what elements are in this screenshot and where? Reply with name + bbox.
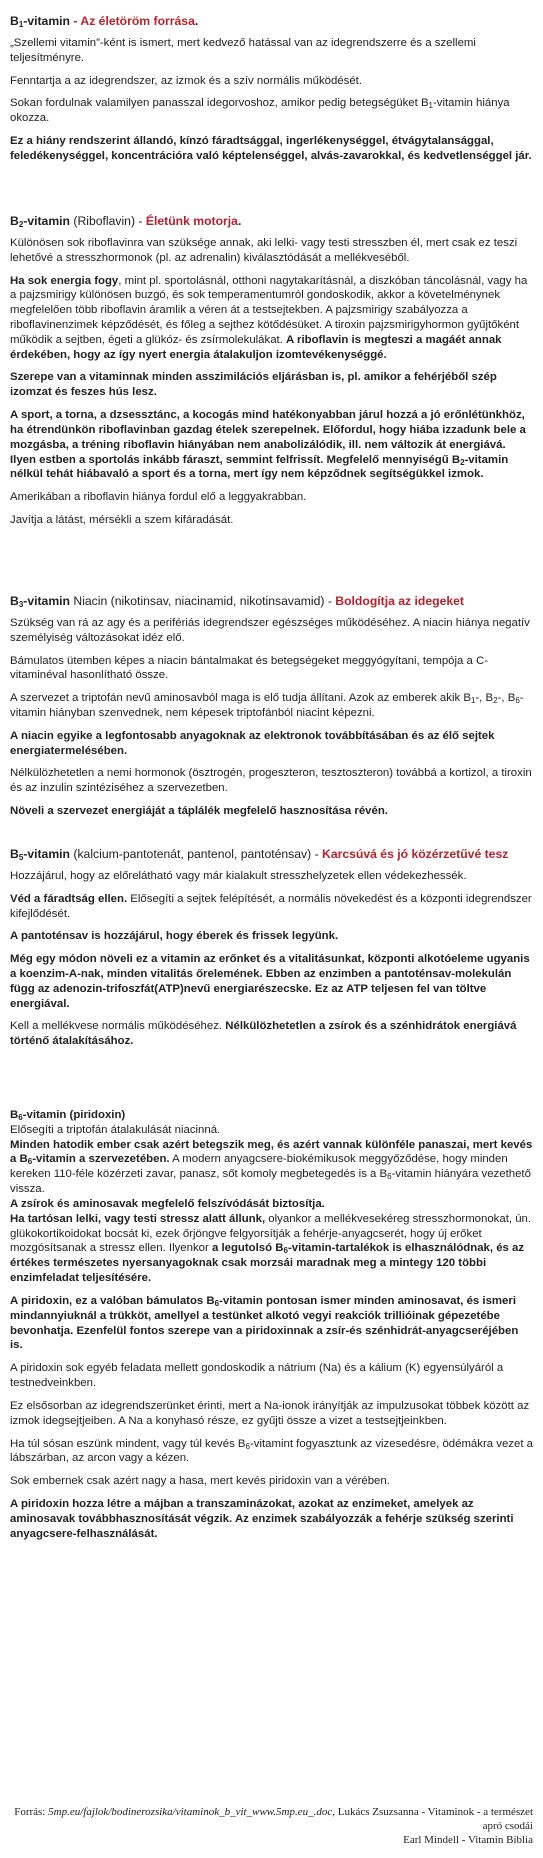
b1-paragraph-3: Sokan fordulnak valamilyen panasszal idegorvoshoz, amikor pedig betegségüket $B_1$-vitamin hiánya okozza. [10,97,510,125]
b6-heading: $B_6$-vitamin (piridoxin) [10,1109,126,1122]
b2-paragraph-4: A sport, a torna, a dzsessztánc, a kocogás mind hatékonyabban járul hozzá a jó erőnlétünkhöz, ha étrendünkön riboflavinban gazdag ételek szerepelnek. Előfordul, hogy hiába izzadunk bele a mozgásba, a tréning riboflavin hiányában nem anabolizálódik, ill. nem változik át energiává. Ilyen estben a sportolás inkább fáraszt, semmint felfrissít. Megfelelő mennyiségű $B_2$-vitamin nélkül tehát hiábavaló a sport és a torna, mert így nem képződnek segítségükkel izmok. [10,409,526,481]
b6-line-2: Minden hatodik ember csak azért betegszik meg, és azért vannak különféle panaszai, mert kevés a $B_6$-vitamin a szervezetében. A modern anyagcsere-biokémikusok meggyőződése, hogy minden kereken 110-féle közérzeti zavar, panasz, sőt komoly megbetegedés is a $B_6$-vitamin hiányára vezethető vissza. [10,1138,533,1196]
b6-line-4: Ha tartósan lelki, vagy testi stressz alatt állunk, olyankor a mellékvesekéreg stresszhormonokat, ún. glükokortikoidokat bocsát ki, ezek őrjöngve felgyorsítják a fehérje-anyagcserét, hogy új erőket mozgósítsanak a stressz ellen. Ilyenkor a legutolsó $B_6-vitamin$-tartalékok is elhasználódnak, és az értékes természetes nyersanyagoknak csak morzsái maradnak meg a mintegy 120 többi enzimfeladat teljesítésére. [10,1212,532,1285]
b1-paragraph-2: Fenntartja a az idegrendszer, az izmok és a szív normális működését. [10,74,363,87]
section-b1 [10,14,533,172]
b6-paragraph-10: A piridoxin hozza létre a májban a transzaminázokat, azokat az enzimeket, amelyek az aminosavak továbbhasznosítását végzik. Az enzimek szabályozzák a fehérje szükség szerinti anyagcsere-felhasználását. [10,1498,514,1540]
b2-heading: $B_2$-vitamin (Riboflavin) - Életünk motorja. [10,214,242,229]
b2-paragraph-5: Amerikában a riboflavin hiánya fordul elő a leggyakrabban. [10,491,307,504]
section-b6 [10,1108,533,1550]
b6-line-1: Elősegíti a triptofán átalakulását niacinná. [10,1123,221,1136]
b3-paragraph-5: Nélkülözhetetlen a nemi hormonok (ösztrogén, progeszteron, tesztoszteron) továbbá a kortizol, a tiroxin és az inzulin szintéziséhez a szervezetben. [10,767,532,795]
section-b2 [10,214,533,536]
b3-paragraph-4: A niacin egyike a legfontosabb anyagoknak az elektronok továbbításában és az élő sejtek energiatermelésében. [10,729,495,757]
source-link[interactable]: 5mp.eu/fajlok/bodinerozsika/vitaminok_b_vit_www.5mp.eu_.doc [48,1806,333,1818]
b1-paragraph-1: „Szellemi vitamin”-ként is ismert, mert kedvező hatással van az idegrendszerre és a szellemi teljesítményre. [10,36,476,64]
b6-paragraph-5: A piridoxin, ez a valóban bámulatos $B_6$-vitamin pontosan ismer minden aminosavat, és ismeri mindannyiuknál a trükköt, amellyel a testünket alkotó vegyi reakciók trillióinak gépezetébe bevonhatja. Ezenfelül fontos szerepe van a piridoxinnak a zsír-és szénhidrát-anyagcseréjében is. [10,1294,519,1352]
b6-paragraph-9: Sok embernek csak azért nagy a hasa, mert kevés piridoxin van a vérében. [10,1475,390,1488]
b5-heading: $B_5$-vitamin (kalcium-pantotenát, pantenol, pantoténsav) - Karcsúvá és jó közérzetűvé tesz [10,847,509,862]
b6-paragraph-6: A piridoxin sok egyéb feladata mellett gondoskodik a nátrium (Na) és a kálium (K) egyensúlyáról a testnedveinkben. [10,1362,504,1390]
b5-paragraph-2: Véd a fáradtság ellen. Elősegíti a sejtek felépítését, a normális növekedést és a központi idegrendszer kifejlődését. [10,892,532,920]
b6-line-3: A zsírok és aminosavak megfelelő felszívódását biztosítja. [10,1197,325,1210]
section-b5 [10,847,533,1057]
b3-paragraph-6: Növeli a szervezet energiáját a táplálék megfelelő hasznosítása révén. [10,805,388,818]
b1-heading: $B_1$-vitamin - Az életöröm forrása. [10,14,199,29]
b5-paragraph-3: A pantoténsav is hozzájárul, hogy éberek és frissek legyünk. [10,930,339,943]
b5-paragraph-5: Kell a mellékvese normális működéséhez. Nélkülözhetetlen a zsírok és a szénhidrátok energiává történő átalakításához. [10,1020,517,1048]
section-b3 [10,594,533,827]
b6-paragraph-8: Ha túl sósan eszünk mindent, vagy túl kevés $B_6$-vitamint fogyasztunk az vizesedésre, ödémákra vezet a lábszárban, az arcon vagy a kézen. [10,1437,533,1465]
b2-paragraph-1: Különösen sok riboflavinra van szüksége annak, aki lelki- vagy testi stresszben él, mert csak ez teszi lehetővé a stresszhormonok (pl. az adrenalin) kiválasztódását a mellékveséből. [10,236,518,264]
b2-paragraph-3: Szerepe van a vitaminnak minden asszimilációs eljárásban is, pl. amikor a fehérjéből szép izomzat és feszes hús lesz. [10,371,497,399]
b1-paragraph-4: Ez a hiány rendszerint állandó, kínzó fáradtsággal, ingerlékenységgel, étvágytalansággal, feledékenységgel, koncentrációra való képtelenséggel, alvás-zavarokkal, és kedvetlenséggel jár. [10,135,532,162]
b6-paragraph-7: Ez elsősorban az idegrendszerünket érinti, mert a Na-ionok irányítják az impulzusokat többek között az izmok idegsejtjeiben. A Na a konyhasó része, ez gyűjti össze a vizet a testsejtjeinkben. [10,1399,530,1427]
b5-paragraph-1: Hozzájárul, hogy az előrelátható vagy már kialakult stresszhelyzetek ellen védekezhessék. [10,869,467,882]
b3-paragraph-3: A szervezet a triptofán nevű aminosavból maga is elő tudja állítani. Azok az emberek akik $B_1-$, $B_2-$, $B_6$-vitamin hiányban szenvednek, nem képesek triptofánból niacint képezni. [10,692,524,719]
b3-paragraph-2: Bámulatos ütemben képes a niacin bántalmakat és betegségeket meggyógyítani, tempója a C-vitaminéval hasonlítható össze. [10,654,489,682]
b3-heading: $B_3$-vitamin Niacin (nikotinsav, niacinamid, nikotinsavamid) - Boldogítja az idegeket [10,594,464,609]
b3-paragraph-1: Szükség van rá az agy és a perifériás idegrendszer egészséges működéséhez. A niacin hiánya negatív személyiség változásokat idéz elő. [10,616,530,644]
source-line-2: Earl Mindell - Vitamin Biblia [403,1833,533,1846]
b2-paragraph-6: Javítja a látást, mérsékli a szem kifáradását. [10,514,234,527]
b5-paragraph-4: Még egy módon növeli ez a vitamin az erőnket és a vitalitásunkat, központi alkotóeleme ugyanis a koenzim-A-nak, minden vitalitás őrelemének. Ebben az enzimben a pantoténsav-molekulán függ az adenozin-trifoszfát(ATP)nevű energiarészecske. Ez az ATP teljesen fel van töltve energiával. [10,953,530,1010]
source-footer: Forrás: 5mp.eu/fajlok/bodinerozsika/vitaminok_b_vit_www.5mp.eu_.doc, Lukács Zsuzsanna - Vitaminok - a természet apró csodái Earl Mindell - Vitamin Biblia [14,1806,533,1846]
b2-paragraph-2: Ha sok energia fogy, mint pl. sportolásnál, otthoni nagytakarításnál, a diszkóban táncolásnál, vagy ha a pajzsmirigy különösen buzgó, és sok temperamentumról gondoskodik, akkor a követelménynek megfelelően több riboflavin áramlik a véren át a testsejtekben. A pajzsmirigy szabályozza a riboflavinenzimek képződését, és főleg a sejthez kötődésüket. A tiroxin pajzsmirigyhormon gyűjtőként működik a sejtben, égeti a glükóz- és zsírmolekulákat. A riboflavin is megteszi a magáét annak érdekében, hogy az így nyert energia átalakuljon izomtevékenységgé. [10,274,528,361]
